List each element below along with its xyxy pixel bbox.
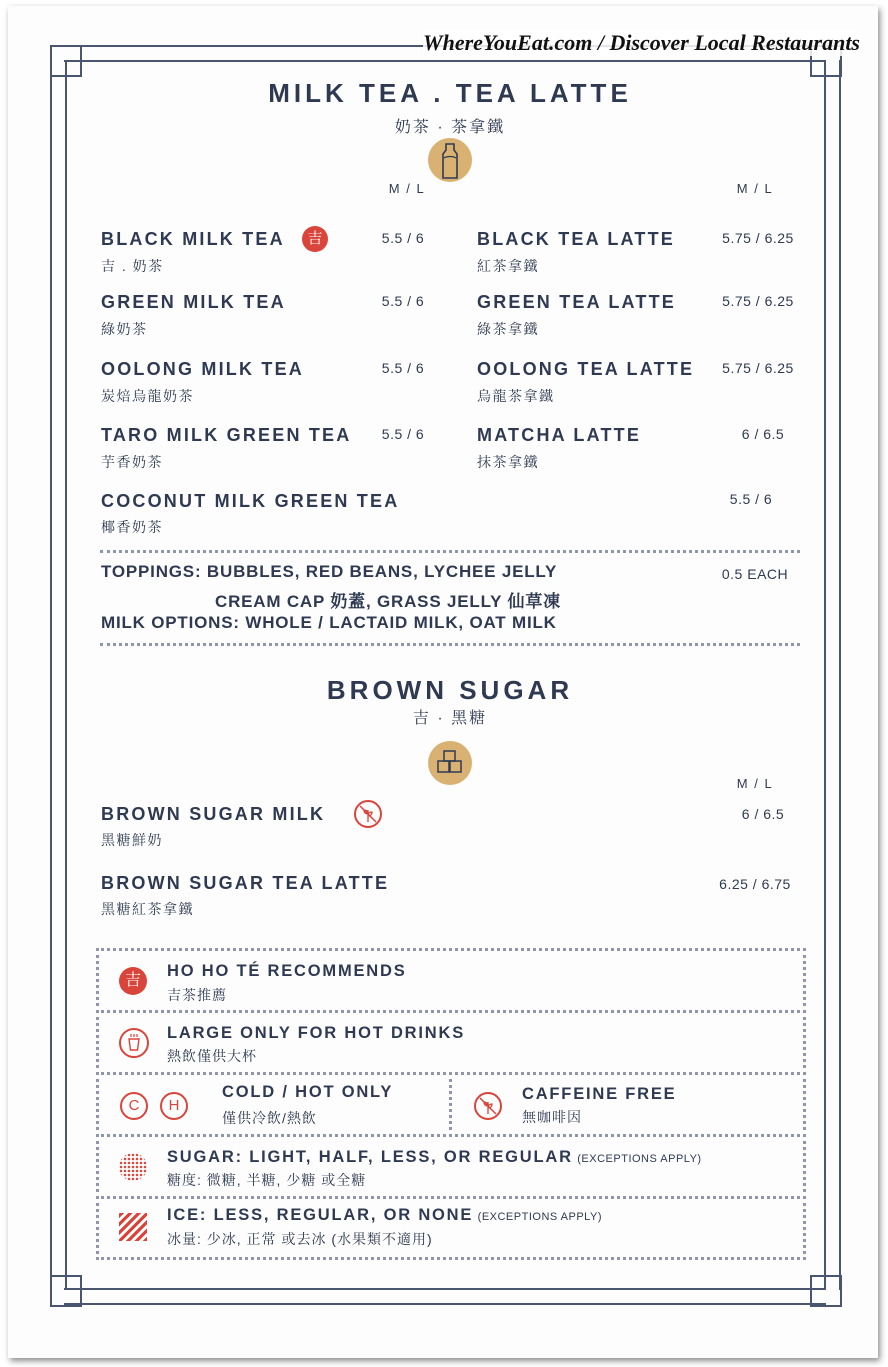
item-chinese: 黑糖紅茶拿鐵 [101, 901, 194, 917]
item-chinese: 烏龍茶拿鐵 [477, 388, 555, 404]
legend-large-hot: LARGE ONLY FOR HOT DRINKS [167, 1024, 466, 1042]
hot-cup-icon [119, 1028, 149, 1058]
legend-ice-line [167, 1206, 602, 1225]
toppings-line-1: TOPPINGS: BUBBLES, RED BEANS, LYCHEE JELLY [101, 562, 558, 581]
item-name: OOLONG TEA LATTE [477, 359, 695, 379]
item-name: GREEN MILK TEA [101, 292, 286, 312]
size-header-left: M / L [388, 181, 426, 196]
toppings-line-2: CREAM CAP 奶蓋, GRASS JELLY 仙草凍 [215, 592, 561, 611]
item-chinese: 綠茶拿鐵 [477, 321, 539, 337]
item-price: 6 / 6.5 [741, 426, 785, 442]
item-price: 5.5 / 6 [381, 360, 425, 376]
item-name: BLACK TEA LATTE [477, 229, 675, 249]
section-subtitle-milk-tea: 奶茶 · 茶拿鐵 [394, 119, 506, 136]
item-chinese: 綠奶茶 [101, 321, 148, 337]
hot-only-icon: H [160, 1092, 188, 1120]
toppings-price: 0.5 EACH [721, 566, 789, 582]
legend-sugar-zh: 糖度: 微糖, 半糖, 少糖 或全糖 [167, 1172, 367, 1188]
legend-ice-zh: 冰量: 少冰, 正常 或去冰 (水果類不適用) [167, 1231, 433, 1247]
legend-ice: ICE: LESS, REGULAR, OR NONE [167, 1206, 474, 1224]
item-price: 5.75 / 6.25 [722, 293, 794, 309]
legend-recommends-zh: 吉茶推薦 [167, 987, 227, 1003]
watermark: WhereYouEat.com / Discover Local Restaurants [423, 30, 860, 55]
caffeine-free-icon [354, 800, 382, 828]
item-price: 6.25 / 6.75 [719, 876, 791, 892]
section-title-milk-tea: MILK TEA . TEA LATTE [268, 78, 632, 108]
item-name: TARO MILK GREEN TEA [101, 425, 352, 445]
item-chinese: 椰香奶茶 [101, 519, 163, 535]
size-header-brown-sugar: M / L [736, 776, 774, 791]
section-title-brown-sugar: BROWN SUGAR [326, 675, 574, 705]
legend-recommends: HO HO TÉ RECOMMENDS [167, 962, 407, 980]
milk-bottle-icon [428, 138, 472, 182]
item-name: BLACK MILK TEA [101, 229, 285, 249]
caffeine-free-icon [474, 1092, 502, 1120]
item-price: 5.5 / 6 [381, 230, 425, 246]
item-name: COCONUT MILK GREEN TEA [101, 491, 400, 511]
legend-cold-hot: COLD / HOT ONLY [222, 1083, 394, 1101]
legend-caffeine-free: CAFFEINE FREE [522, 1085, 677, 1103]
item-price: 6 / 6.5 [741, 806, 785, 822]
recommend-icon: 吉 [302, 226, 328, 252]
legend-cold-hot-zh: 僅供冷飲/熱飲 [222, 1110, 317, 1126]
legend-caffeine-free-zh: 無咖啡因 [522, 1109, 582, 1125]
milk-options: MILK OPTIONS: WHOLE / LACTAID MILK, OAT MILK [101, 613, 557, 632]
cold-only-icon: C [120, 1092, 148, 1120]
legend-sugar-note: (EXCEPTIONS APPLY) [577, 1153, 702, 1165]
item-price: 5.75 / 6.25 [722, 360, 794, 376]
item-name: BROWN SUGAR MILK [101, 804, 326, 824]
size-header-right: M / L [736, 181, 774, 196]
item-price: 5.5 / 6 [729, 491, 773, 507]
divider [100, 643, 800, 646]
item-chinese: 抹茶拿鐵 [477, 454, 539, 470]
legend-sugar: SUGAR: LIGHT, HALF, LESS, OR REGULAR [167, 1148, 573, 1166]
section-subtitle-brown-sugar: 吉 · 黑糖 [412, 710, 488, 727]
item-chinese: 炭焙烏龍奶茶 [101, 388, 194, 404]
item-chinese: 黑糖鮮奶 [101, 832, 163, 848]
item-chinese: 芋香奶茶 [101, 454, 163, 470]
sugar-dots-icon [119, 1153, 147, 1181]
legend-large-hot-zh: 熱飲僅供大杯 [167, 1048, 257, 1064]
item-chinese: 吉 . 奶茶 [101, 258, 164, 274]
item-price: 5.75 / 6.25 [722, 230, 794, 246]
item-price: 5.5 / 6 [381, 293, 425, 309]
sugar-cubes-icon [428, 741, 472, 785]
legend-sugar-line [167, 1148, 702, 1167]
recommend-icon: 吉 [119, 967, 147, 995]
ice-stripes-icon [119, 1213, 147, 1241]
item-name: BROWN SUGAR TEA LATTE [101, 873, 390, 893]
item-name: OOLONG MILK TEA [101, 359, 304, 379]
divider [100, 550, 800, 553]
item-price: 5.5 / 6 [381, 426, 425, 442]
legend-ice-note: (EXCEPTIONS APPLY) [477, 1211, 602, 1223]
item-chinese: 紅茶拿鐵 [477, 258, 539, 274]
item-name: GREEN TEA LATTE [477, 292, 676, 312]
item-name: MATCHA LATTE [477, 425, 642, 445]
